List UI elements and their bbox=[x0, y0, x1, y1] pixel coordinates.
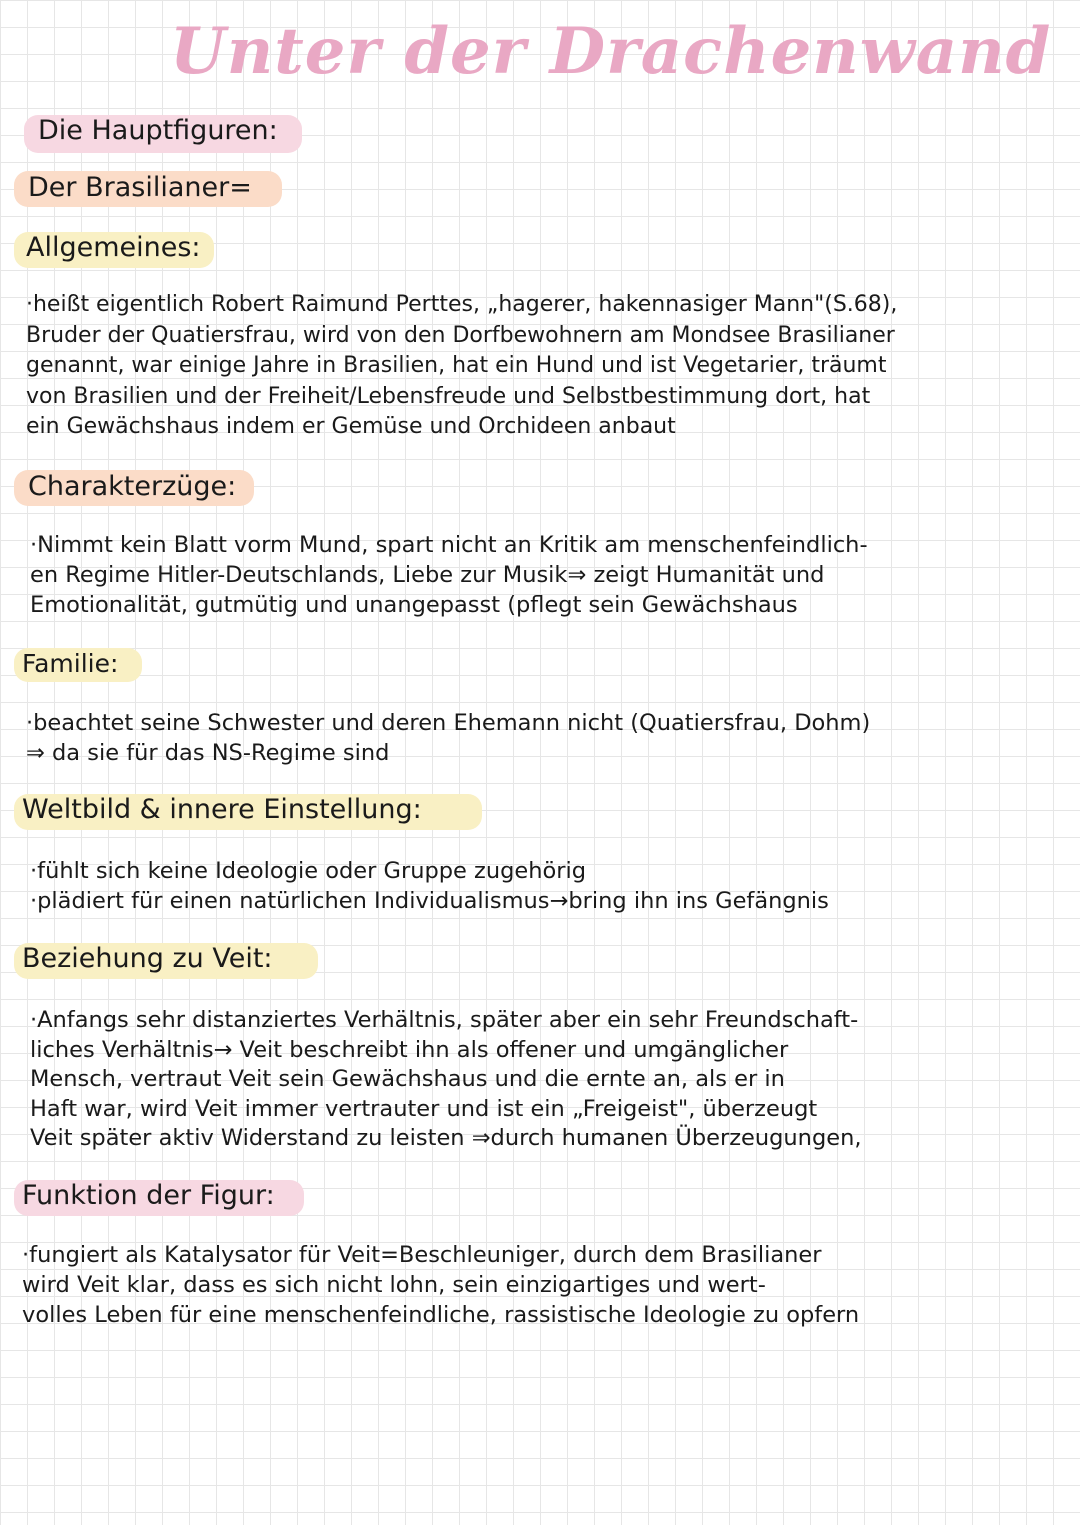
traits-line: Emotionalität, gutmütig und unangepasst (pflegt sein Gewächshaus bbox=[30, 592, 798, 618]
function-line: wird Veit klar, dass es sich nicht lohn, sein einzigartiges und wert- bbox=[22, 1272, 766, 1298]
relation-line: Veit später aktiv Widerstand zu leisten ⇒durch humanen Überzeugungen, bbox=[30, 1125, 862, 1151]
traits-text bbox=[30, 530, 868, 620]
function-line: ·fungiert als Katalysator für Veit=Beschleuniger, durch dem Brasilianer bbox=[22, 1242, 822, 1268]
worldview-text bbox=[30, 856, 829, 916]
heading-relation: Beziehung zu Veit: bbox=[22, 943, 273, 974]
family-text bbox=[26, 708, 870, 768]
worldview-line: ·fühlt sich keine Ideologie oder Gruppe zugehörig bbox=[30, 858, 587, 884]
relation-line: Haft war, wird Veit immer vertrauter und ist ein „Freigeist", überzeugt bbox=[30, 1095, 818, 1122]
general-line: genannt, war einige Jahre in Brasilien, hat ein Hund und ist Vegetarier, träumt bbox=[26, 353, 887, 378]
general-text bbox=[26, 290, 897, 443]
worldview-line: ·plädiert für einen natürlichen Individualismus→bring ihn ins Gefängnis bbox=[30, 888, 829, 914]
function-text bbox=[22, 1240, 859, 1330]
traits-line: ·Nimmt kein Blatt vorm Mund, spart nicht an Kritik am menschenfeindlich- bbox=[30, 532, 868, 558]
family-line: ⇒ da sie für das NS-Regime sind bbox=[26, 740, 390, 766]
traits-line: en Regime Hitler-Deutschlands, Liebe zur Musik⇒ zeigt Humanität und bbox=[30, 562, 825, 588]
heading-family: Familie: bbox=[22, 649, 119, 678]
general-line: ein Gewächshaus indem er Gemüse und Orchideen anbaut bbox=[26, 414, 676, 439]
heading-main-figures: Die Hauptfiguren: bbox=[38, 115, 278, 146]
heading-worldview: Weltbild & innere Einstellung: bbox=[22, 794, 422, 825]
page-title: Unter der Drachenwand bbox=[170, 14, 1052, 89]
general-line: von Brasilien und der Freiheit/Lebensfreude und Selbstbestimmung dort, hat bbox=[26, 383, 871, 409]
function-line: volles Leben für eine menschenfeindliche, rassistische Ideologie zu opfern bbox=[22, 1302, 860, 1328]
general-line: ·heißt eigentlich Robert Raimund Perttes, „hagerer, hakennasiger Mann"(S.68), bbox=[26, 292, 898, 317]
relation-line: ·Anfangs sehr distanziertes Verhältnis, später aber ein sehr Freundschaft- bbox=[30, 1007, 859, 1033]
heading-function: Funktion der Figur: bbox=[22, 1180, 275, 1211]
heading-character: Der Brasilianer= bbox=[28, 172, 252, 203]
relation-line: Mensch, vertraut Veit sein Gewächshaus und die ernte an, als er in bbox=[30, 1066, 785, 1092]
heading-traits: Charakterzüge: bbox=[28, 471, 237, 502]
relation-text bbox=[30, 1006, 861, 1154]
family-line: ·beachtet seine Schwester und deren Ehemann nicht (Quatiersfrau, Dohm) bbox=[26, 710, 871, 736]
heading-general: Allgemeines: bbox=[26, 232, 201, 263]
relation-line: liches Verhältnis→ Veit beschreibt ihn als offener und umgänglicher bbox=[30, 1036, 789, 1063]
general-line: Bruder der Quatiersfrau, wird von den Dorfbewohnern am Mondsee Brasilianer bbox=[26, 322, 895, 348]
